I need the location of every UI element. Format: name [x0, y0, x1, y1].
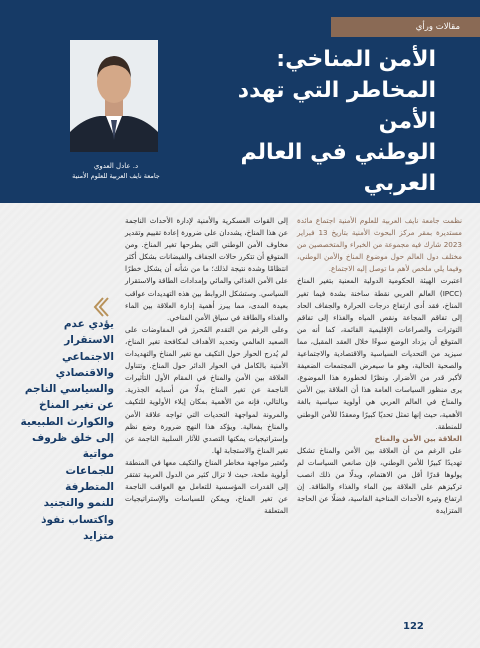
pull-quote-line: والاقتصادي — [55, 366, 114, 379]
pull-quote-line: للجماعات المتطرفة — [65, 464, 114, 493]
section-tag: مقالات ورأي — [331, 17, 480, 37]
intro-paragraph: نظمت جامعة نايف العربية للعلوم الأمنية اجتماع مائدة مستديرة بمقر مركز البحوث الأمنية بتاريخ 13 فبراير 2023 شارك فيه مجموعة من الخبراء والمتخصصين من مختلف دول العالم حول موضوع المناخ والأمن الوطني، وفيما يلي ملخص لأهم ما توصل إليه الاجتماع. — [297, 216, 462, 274]
title-line-1: الأمن المناخي: — [276, 47, 436, 72]
title-line-2: المخاطر التي تهدد الأمن — [237, 78, 436, 134]
author-photo — [70, 40, 158, 152]
chevron-ornament-icon — [90, 296, 112, 318]
paragraph: اعتبرت الهيئة الحكومية الدولية المعنية بتغير المناخ (IPCC) العالم العربي نقطة ساخنة بشدة فيما تغير المناخ، فقد أدى ارتفاع درجات الحرارة والجفاف الحاد إلى تفاقم المجاعة ونقص المياه والغذاء إلى تفاقم التوترات والصراعات الإقليمية القائمة، كما أنه من المتوقع أن يزداد الوضع سوءًا خلال العقد المقبل، مما سيزيد من التحديات السياسية والاقتصادية والاجتماعية والصحية الحالية، وهو ما سيعرض المجتمعات الضعيفة لأكبر قدر من الأضرار. ونظرًا لخطورة هذا الموضوع، يرى منظور السياسات العامة هذا أن العلاقة بين الأمن والمناخ في العالم العربي هي أولوية سياسية بالغة الأهمية، حيث إنها تمثل تحديًا كبيرًا ومعقدًا للأمن الوطني للمنطقة. — [297, 276, 462, 431]
pull-quote — [14, 316, 114, 544]
paragraph: على الرغم من أن العلاقة بين الأمن والمناخ تشكل تهديدًا كبيرًا للأمن الوطني، فإن صانعي السياسات لم يولوها قدرًا أقل من الاهتمام، وبدلًا من ذلك انصب تركيزهم على العلاقة بين الماء والغذاء والطاقة. إن ارتفاع وتيرة الأحداث المناخية القاسية، فضلًا عن الحاجة المتزايدة — [297, 445, 462, 516]
column-middle — [125, 215, 288, 517]
paragraph: وعلى الرغم من التقدم المُحرز في المفاوضات على الصعيد العالمي وتحديد الأهداف لمكافحة تغير المناخ، لم يُدرج الحوار حول التكيف مع تغير المناخ والتهديدات الأمنية بالكامل في الحوار الدائر حول المناخ. وتتناول العلاقة بين الأمن والمناخ في المقام الأول التأثيرات الناجمة عن تغير المناخ بدلًا من أسبابه الجذرية. وبالتالي، فإنه من الأهمية بمكان إيلاء الأولوية للتكيف والمرونة لمواجهة التحديات التي تواجه علاقة الأمن والمناخ بفعالية. ويؤكد هذا النهج ضرورة وضع نظم وإستراتيجيات يمكنها التصدي للآثار السلبية الناجمة عن تغير المناخ والاستجابة لها. — [125, 324, 288, 455]
author-name: د. عادل العدوي — [93, 162, 139, 170]
pull-quote-line: والكوارث الطبيعية — [20, 415, 114, 428]
column-right — [297, 215, 462, 517]
pull-quote-line: والسياسي الناجم — [24, 383, 114, 396]
paragraph: إلى القوات العسكرية والأمنية لإدارة الأحداث الناجمة عن هذا المناخ، يشددان على ضرورة إعادة تقييم وتقدير مخاوف الأمن الوطني التي يطرحها تغير المناخ. ومن المتوقع أن تتكرر حالات الجفاف والفيضانات بشكل أكثر انتظامًا وشدة نتيجة لذلك؛ ما من شأنه أن يشكل خطرًا على الأمن الغذائي والمائي وإمدادات الطاقة والاستقرار السياسي. وستشكل الروابط بين هذه التهديدات عواقب بعيدة المدى، مما يبرز أهمية إدارة العلاقة بين الماء والغذاء والطاقة في سياق الأمن المناخي. — [125, 216, 288, 322]
pull-quote-line: إلى خلق ظروف مواتية — [32, 432, 114, 461]
paragraph: وتُعتبر مواجهة مخاطر المناخ والتكيف معها في المنطقة أولوية ملحة، حيث لا تزال كثير من الدول العربية تفتقر إلى القدرات المؤسسية للتعامل مع العواقب الناجمة عن تغير المناخ، ويمكن للسياسات والإستراتيجيات المتعلقة — [125, 457, 288, 516]
article-title — [186, 44, 436, 199]
pull-quote-line: يؤدي عدم — [63, 318, 114, 330]
pull-quote-line: عن تغير المناخ — [39, 399, 114, 412]
author-block — [58, 161, 174, 181]
author-affiliation: جامعة نايف العربية للعلوم الأمنية — [72, 172, 160, 180]
page-number: 122 — [403, 621, 424, 632]
pull-quote-line: واكتساب نفوذ متزايد — [41, 513, 114, 542]
subheading: العلاقة بين الأمن والمناخ — [374, 433, 462, 443]
title-line-3: الوطني في العالم العربي — [240, 140, 436, 196]
pull-quote-line: للنمو والتجنيد — [43, 497, 114, 510]
pull-quote-line: الاستقرار الاجتماعي — [61, 334, 114, 363]
